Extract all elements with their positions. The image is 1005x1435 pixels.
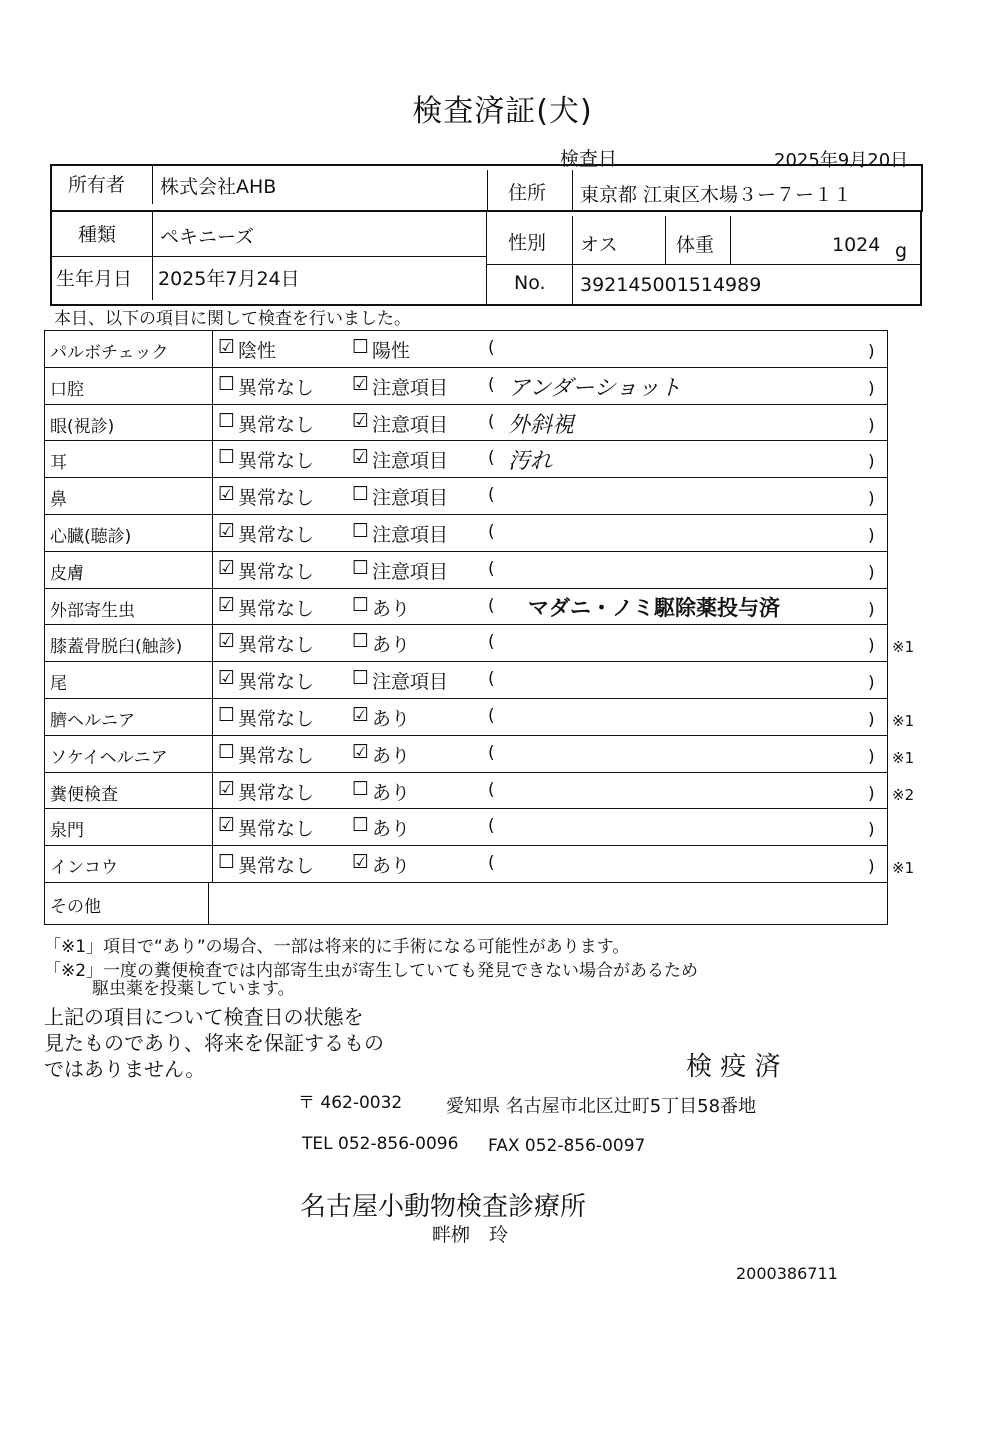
- postal-code: 〒 462-0032: [298, 1093, 403, 1113]
- document-number: 2000386711: [736, 1264, 838, 1283]
- row-label: 泉門: [50, 821, 84, 842]
- row-label: パルボチェック: [50, 343, 169, 363]
- row-label: インコウ: [50, 858, 118, 879]
- option-1-label: 異常なし: [238, 450, 315, 473]
- row-divider: [44, 772, 888, 773]
- option-1-label: 異常なし: [238, 781, 315, 804]
- option-2-label: 注意項目: [372, 376, 449, 399]
- weight-label: 体重: [676, 234, 715, 256]
- weight-unit: g: [895, 240, 908, 262]
- clinic-name: 名古屋小動物検査診療所: [300, 1192, 587, 1222]
- row-label: 眼(視診): [50, 416, 115, 437]
- unchecked-box-icon[interactable]: ☐: [352, 556, 370, 579]
- unchecked-box-icon[interactable]: ☐: [352, 336, 370, 358]
- row-divider: [44, 551, 888, 552]
- remark-text: マダニ・ノミ駆除薬投与済: [528, 595, 780, 620]
- breed-label: 種類: [78, 224, 117, 246]
- open-paren: (: [488, 742, 495, 763]
- close-paren: ): [868, 489, 875, 510]
- option-2-label: あり: [372, 781, 411, 804]
- close-paren: ): [868, 636, 875, 657]
- note-1: 「※1」項目で“あり”の場合、一部は将来的に手術になる可能性があります。: [44, 937, 630, 957]
- row-label: 皮膚: [50, 563, 84, 584]
- option-1-label: 異常なし: [238, 487, 315, 510]
- checked-box-icon[interactable]: ☑: [218, 556, 236, 579]
- unchecked-box-icon[interactable]: ☐: [218, 409, 236, 432]
- option-2-label: あり: [372, 634, 411, 657]
- open-paren: (: [488, 853, 495, 874]
- option-2-label: 注意項目: [372, 413, 449, 436]
- note-mark: ※2: [892, 785, 915, 804]
- table-divider: [212, 330, 213, 882]
- option-2-label: 注意項目: [372, 450, 449, 473]
- row-label: 口腔: [50, 379, 84, 400]
- breed-value: ペキニーズ: [160, 226, 255, 248]
- checked-box-icon[interactable]: ☑: [218, 520, 236, 542]
- row-divider: [44, 514, 888, 515]
- row-divider: [44, 735, 888, 736]
- checked-box-icon[interactable]: ☑: [352, 372, 370, 395]
- option-2-label: あり: [372, 818, 411, 841]
- close-paren: ): [868, 562, 875, 583]
- open-paren: (: [488, 779, 495, 800]
- open-paren: (: [488, 374, 495, 395]
- row-divider: [44, 440, 888, 441]
- row-divider: [44, 624, 888, 625]
- number-label: No.: [514, 272, 546, 294]
- owner-label: 所有者: [68, 174, 126, 196]
- note-mark: ※1: [892, 712, 915, 730]
- open-paren: (: [488, 411, 495, 432]
- option-1-label: 異常なし: [238, 855, 315, 878]
- unchecked-box-icon[interactable]: ☐: [352, 520, 370, 542]
- note-mark: ※1: [892, 748, 915, 767]
- clinic-tel: TEL 052-856-0096: [302, 1134, 459, 1154]
- option-1-label: 異常なし: [238, 818, 315, 841]
- row-label: 臍ヘルニア: [50, 711, 135, 731]
- open-paren: (: [488, 522, 495, 542]
- unchecked-box-icon[interactable]: ☐: [352, 630, 370, 653]
- disclaimer-line-1: 上記の項目について検査日の状態を: [44, 1005, 364, 1029]
- birth-label: 生年月日: [56, 268, 133, 290]
- unchecked-box-icon[interactable]: ☐: [218, 740, 236, 763]
- unchecked-box-icon[interactable]: ☐: [218, 704, 236, 726]
- option-1-label: 陰性: [238, 340, 277, 362]
- option-1-label: 異常なし: [238, 671, 315, 694]
- close-paren: ): [868, 526, 875, 546]
- open-paren: (: [488, 632, 495, 653]
- close-paren: ): [868, 599, 875, 620]
- unchecked-box-icon[interactable]: ☐: [352, 814, 370, 837]
- row-label: 耳: [50, 453, 67, 474]
- close-paren: ): [868, 710, 875, 730]
- number-value: 392145001514989: [580, 274, 762, 296]
- checked-box-icon[interactable]: ☑: [352, 446, 370, 469]
- clinic-fax: FAX 052-856-0097: [488, 1136, 646, 1156]
- option-2-label: あり: [372, 855, 411, 878]
- option-2-label: 注意項目: [372, 524, 449, 546]
- row-divider: [44, 808, 888, 809]
- remark-text: アンダーショット: [508, 375, 682, 401]
- address-value: 東京都 江東区木場３ー７ー１１: [580, 184, 853, 206]
- option-1-label: 異常なし: [238, 634, 315, 657]
- address-label: 住所: [508, 182, 547, 204]
- checked-box-icon[interactable]: ☑: [352, 704, 370, 726]
- close-paren: ): [868, 452, 875, 473]
- sex-label: 性別: [508, 232, 547, 254]
- row-divider: [44, 882, 888, 883]
- row-divider: [44, 404, 888, 405]
- option-2-label: 陽性: [372, 340, 411, 362]
- disclaimer-line-2: 見たものであり、将来を保証するもの: [44, 1031, 384, 1055]
- owner-value: 株式会社AHB: [160, 176, 277, 198]
- checked-box-icon[interactable]: ☑: [218, 630, 236, 653]
- checked-box-icon[interactable]: ☑: [218, 593, 236, 616]
- unchecked-box-icon[interactable]: ☐: [352, 483, 370, 506]
- inspection-date-label: 検査日: [560, 148, 618, 170]
- checked-box-icon[interactable]: ☑: [218, 336, 236, 358]
- note-2: 「※2」一度の糞便検査では内部寄生虫が寄生していても発見できない場合があるため: [44, 961, 699, 981]
- remark-text: 外斜視: [508, 412, 575, 438]
- intro-text: 本日、以下の項目に関して検査を行いました。: [54, 309, 411, 329]
- row-label: 外部寄生虫: [50, 600, 135, 621]
- row-divider: [44, 588, 888, 589]
- table-divider: [208, 882, 209, 925]
- option-1-label: 異常なし: [238, 744, 315, 767]
- row-label: ソケイヘルニア: [50, 747, 168, 768]
- unchecked-box-icon[interactable]: ☐: [352, 593, 370, 616]
- row-divider: [44, 367, 888, 368]
- checked-box-icon[interactable]: ☑: [352, 851, 370, 874]
- option-2-label: 注意項目: [372, 487, 449, 510]
- open-paren: (: [488, 448, 495, 469]
- sex-value: オス: [580, 234, 618, 256]
- option-1-label: 異常なし: [238, 560, 315, 583]
- disclaimer-line-3: ではありません。: [44, 1057, 206, 1081]
- row-label: 膝蓋骨脱臼(触診): [50, 637, 183, 658]
- close-paren: ): [868, 415, 875, 436]
- unchecked-box-icon[interactable]: ☐: [352, 667, 370, 690]
- note-2-cont: 駆虫薬を投薬しています。: [92, 979, 295, 999]
- weight-value: 1024: [832, 234, 881, 256]
- close-paren: ): [868, 783, 875, 804]
- open-paren: (: [488, 669, 495, 690]
- option-2-label: あり: [372, 597, 411, 620]
- unchecked-box-icon[interactable]: ☐: [218, 372, 236, 395]
- open-paren: (: [488, 558, 495, 579]
- row-label-other: その他: [50, 897, 101, 917]
- close-paren: ): [868, 378, 875, 399]
- unchecked-box-icon[interactable]: ☐: [218, 446, 236, 469]
- row-divider: [44, 698, 888, 699]
- row-label: 糞便検査: [50, 784, 118, 805]
- option-1-label: 異常なし: [238, 413, 315, 436]
- option-1-label: 異常なし: [238, 708, 315, 730]
- note-mark: ※1: [892, 859, 915, 878]
- open-paren: (: [488, 706, 495, 726]
- inspection-date: 2025年9月20日: [774, 150, 909, 171]
- open-paren: (: [488, 595, 495, 616]
- checked-box-icon[interactable]: ☑: [218, 483, 236, 506]
- checked-box-icon[interactable]: ☑: [352, 409, 370, 432]
- row-divider: [44, 477, 888, 478]
- option-2-label: 注意項目: [372, 671, 449, 694]
- table-frame: [44, 330, 888, 925]
- checked-box-icon[interactable]: ☑: [218, 777, 236, 800]
- option-1-label: 異常なし: [238, 376, 315, 399]
- checked-box-icon[interactable]: ☑: [352, 740, 370, 763]
- page-title: 検査済証(犬): [412, 94, 593, 129]
- row-label: 心臓(聴診): [50, 527, 132, 547]
- row-label: 鼻: [50, 490, 67, 511]
- clinic-address: 愛知県 名古屋市北区辻町5丁目58番地: [446, 1096, 757, 1117]
- close-paren: ): [868, 673, 875, 694]
- checked-box-icon[interactable]: ☑: [218, 667, 236, 690]
- option-2-label: 注意項目: [372, 560, 449, 583]
- quarantine-stamp: 検 疫 済: [686, 1052, 781, 1082]
- note-mark: ※1: [892, 638, 915, 657]
- close-paren: ): [868, 857, 875, 878]
- option-2-label: あり: [372, 708, 411, 730]
- close-paren: ): [868, 342, 875, 362]
- open-paren: (: [488, 485, 495, 506]
- unchecked-box-icon[interactable]: ☐: [218, 851, 236, 874]
- row-label: 尾: [50, 674, 67, 695]
- vet-name: 畔栁 玲: [432, 1224, 509, 1246]
- row-divider: [44, 661, 888, 662]
- remark-text: 汚れ: [508, 449, 553, 475]
- checked-box-icon[interactable]: ☑: [218, 814, 236, 837]
- close-paren: ): [868, 820, 875, 841]
- row-divider: [44, 845, 888, 846]
- option-1-label: 異常なし: [238, 524, 315, 546]
- option-1-label: 異常なし: [238, 597, 315, 620]
- close-paren: ): [868, 746, 875, 767]
- open-paren: (: [488, 338, 495, 358]
- open-paren: (: [488, 816, 495, 837]
- unchecked-box-icon[interactable]: ☐: [352, 777, 370, 800]
- option-2-label: あり: [372, 744, 411, 767]
- birth-value: 2025年7月24日: [158, 268, 300, 290]
